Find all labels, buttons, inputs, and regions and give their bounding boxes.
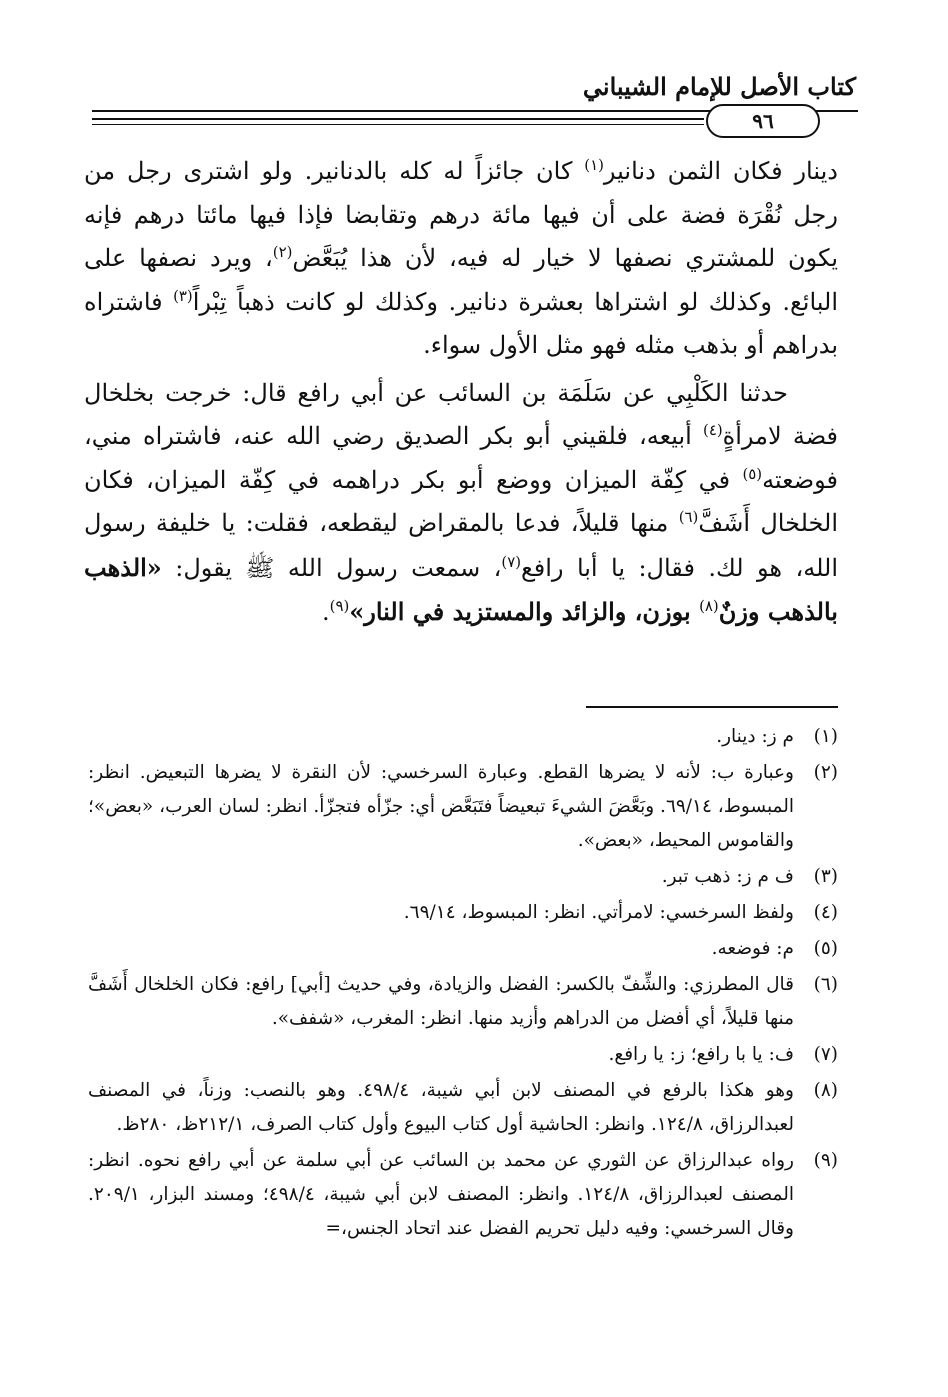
page-number-text: ٩٦: [752, 109, 774, 133]
text-run: دينار فكان الثمن دنانير: [603, 157, 838, 185]
footnote-ref-3[interactable]: (٣): [173, 286, 193, 305]
header-double-rule-upper: [92, 118, 704, 120]
footnote-ref-7[interactable]: (٧): [501, 552, 521, 571]
footnote-ref-6[interactable]: (٦): [678, 508, 699, 526]
paragraph-2: [84, 372, 838, 635]
footnote-text: رواه عبدالرزاق عن الثوري عن محمد بن السائب عن أبي سلمة عن أبي رافع نحوه. انظر: المصنف لعبدالرزاق، ١٢٤/٨. وانظر: المصنف لابن أبي شيبة، ٤٩٨/٤؛ ومسند البزار، ٢٠٩/١. وقال السرخسي: وفيه دليل تحريم الفضل عند اتحاد الجنس،=: [88, 1150, 794, 1239]
footnote-text: وعبارة ب: لأنه لا يضرها القطع. وعبارة السرخسي: لأن النقرة لا يضرها التبعيض. انظر: المبسوط، ٦٩/١٤. وبَعَّضَ الشيءَ تبعيضاً فتَبَعَّض أي: جزّأه فتجزّأ. انظر: لسان العرب، «بعض»؛ والقاموس المحيط، «بعض».: [88, 762, 795, 851]
footnote-ref-2[interactable]: (٢): [272, 243, 293, 261]
footnote-number: (٨): [813, 1080, 838, 1101]
text-run: أبيعه، فلقيني أبو بكر الصديق رضي الله عنه، فاشتراه مني، فوضعته: [84, 422, 838, 494]
text-run: منها قليلاً، فدعا بالمقراض ليقطعه، فقلت: يا خليفة رسول الله، هو لك. فقال: يا أبا رافع: [84, 509, 838, 582]
footnote-text: م ز: دينار.: [716, 726, 794, 747]
footnote-text: قال المطرزي: والشِّفّ بالكسر: الفضل والزيادة، وفي حديث [أبي] رافع: فكان الخلخال أَشَفَّ منها قليلاً، أي أفضل من الدراهم وأزيد منها. انظر: المغرب، «شفف».: [88, 974, 794, 1029]
footnote-7: [88, 1038, 838, 1072]
main-text: [84, 150, 838, 635]
footnote-ref-1[interactable]: (١): [584, 156, 604, 174]
footnote-number: (٩): [813, 1150, 838, 1171]
footnote-number: (٢): [813, 762, 838, 783]
footnote-number: (٥): [813, 938, 838, 959]
footnote-5: [88, 932, 838, 966]
footnote-text: ولفظ السرخسي: لامرأتي. انظر: المبسوط، ٦٩/١٤.: [403, 902, 794, 923]
footnotes: [88, 720, 838, 1248]
footnote-3: [88, 860, 838, 894]
hadith-quote-end: بوزن، والزائد والمستزيد في النار»: [349, 597, 700, 626]
footnote-9: [88, 1144, 838, 1246]
footnote-number: (٣): [813, 866, 838, 887]
page-number: [706, 104, 820, 138]
text-run: .: [322, 598, 330, 626]
footnote-number: (١): [813, 726, 838, 747]
footnote-text: ف م ز: ذهب تبر.: [661, 866, 794, 887]
footnote-1: [88, 720, 838, 754]
footnote-text: م: فوضعه.: [711, 938, 794, 959]
footnote-4: [88, 896, 838, 930]
footnote-8: [88, 1074, 838, 1142]
text-run: في كِفّة الميزان ووضع أبو بكر دراهمه في كِفّة الميزان، فكان الخلخال أَشَفَّ: [84, 465, 838, 537]
footnote-6: [88, 968, 838, 1036]
text-run: فاشتراه بدراهم أو بذهب مثله فهو مثل الأول سواء.: [84, 287, 838, 359]
text-run: ، ويرد نصفها على البائع. وكذلك لو اشتراها بعشرة دنانير. وكذلك لو كانت ذهباً تِبْراً: [84, 244, 839, 316]
footnote-text: ف: يا با رافع؛ ز: يا رافع.: [608, 1044, 794, 1065]
running-title: كتاب الأصل للإمام الشيباني: [582, 72, 856, 101]
paragraph-1: [84, 150, 838, 368]
text-run: كان جائزاً له كله بالدنانير. ولو اشترى رجل من رجل نُقْرَة فضة على أن فيها مائة درهم وتقابضا فإذا فيها مائتا درهم فإنه يكون للمشتري نصفها لا خيار له فيه، لأن هذا يُبَعَّض: [84, 157, 839, 272]
footnote-divider: [586, 706, 838, 708]
footnote-ref-8[interactable]: (٨): [699, 597, 719, 615]
footnote-2: [88, 756, 838, 858]
footnote-number: (٤): [813, 902, 838, 923]
footnote-text: وهو هكذا بالرفع في المصنف لابن أبي شيبة، ٤٩٨/٤. وهو بالنصب: وزناً، في المصنف لعبدالرزاق، ١٢٤/٨. وانظر: الحاشية أول كتاب البيوع وأول كتاب الصرف، ٢١٢/١ظ، ٢٨٠ظ.: [88, 1080, 794, 1135]
footnote-ref-4[interactable]: (٤): [703, 421, 723, 439]
footnote-number: (٦): [813, 974, 838, 995]
footnote-ref-9[interactable]: (٩): [329, 597, 350, 615]
hadith-quote-start: «الذهب بالذهب وزنٌ: [84, 552, 838, 626]
footnote-ref-5[interactable]: (٥): [742, 464, 763, 483]
footnote-number: (٧): [813, 1044, 838, 1065]
text-run: حدثنا الكَلْبِي عن سَلَمَة بن السائب عن أبي رافع قال: خرجت بخلخال فضة لامرأةٍ: [84, 378, 838, 450]
header-double-rule-lower: [92, 124, 704, 125]
text-run: ، سمعت رسول الله ﷺ يقول:: [161, 553, 502, 582]
